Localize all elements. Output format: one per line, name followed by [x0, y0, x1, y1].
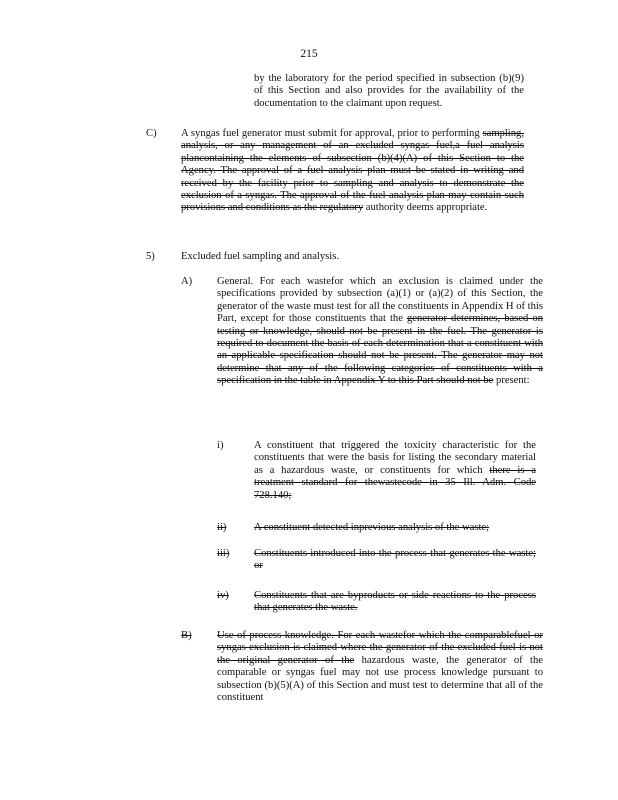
item-a-lead-text: General. For each wastefor which an exclusion is claimed under the specifications provided by subsection (a)(1) or (a)(2) of this Section, the generator of the waste must test for all the constituents in Appendix H of this Part, except for those constituents that the — [217, 276, 543, 325]
item-a-struck-text: generator determines, based on testing or knowledge, should not be present in the fuel. The generator is required to document the basis of each determination that a constituent with an applicable specification should not be present. The generator may not determine that any of the following categories of constituents with a specification in the table in Appendix Y to this Part should not be — [217, 313, 544, 387]
subitem-iii-paragraph — [254, 548, 536, 573]
item-5-heading: Excluded fuel sampling and analysis. — [181, 251, 339, 262]
item-b-label: B) — [181, 630, 192, 641]
subitem-iii-struck-text: Constituents introduced into the process that generates the waste; or — [254, 548, 536, 572]
subitem-ii-struck-text: A constituent detected inprevious analysis of the waste; — [254, 522, 490, 533]
item-a-paragraph — [217, 276, 543, 388]
item-b-tail-text: hazardous waste, the generator of the comparable or syngas fuel may not use process knowledge pursuant to subsection (b)(5)(A) of this Section and must test to determine that all of the constituent — [217, 654, 543, 704]
subitem-i-struck-text: there is a treatment standard for thewastecode in 35 Ill. Adm. Code 728.140; — [254, 464, 536, 501]
subitem-iv-struck-text: Constituents that are byproducts or side reactions to the process that generates the waste. — [254, 590, 536, 614]
subitem-i-lead-text: A constituent that triggered the toxicity characteristic for the constituents that were the basis for listing the secondary material as a hazardous waste, or constituents for which — [254, 440, 536, 476]
item-c-paragraph — [181, 128, 524, 215]
item-b-struck-text: Use of process knowledge. For each wastefor which the comparablefuel or syngas exclusion is claimed where the generator of the excluded fuel is not the original generator of the — [217, 630, 543, 666]
subitem-iii-label: iii) — [217, 548, 230, 559]
item-c-lead-text: A syngas fuel generator must submit for approval, prior to performing — [181, 128, 480, 139]
subitem-i-label: i) — [217, 440, 224, 451]
item-5-label: 5) — [146, 251, 155, 262]
item-c-tail-text: authority deems appropriate. — [365, 202, 488, 214]
subitem-iv-label: iv) — [217, 590, 229, 601]
subitem-ii-paragraph — [254, 522, 536, 534]
subitem-iv-paragraph — [254, 590, 536, 615]
subitem-i-paragraph — [254, 440, 536, 502]
subitem-ii-label: ii) — [217, 522, 227, 533]
item-c-struck-text: sampling, analysis, or any management of an excluded syngas fuel,a fuel analysis plancontaining the elements of subsection (b)(4)(A) of this Section to the Agency. The approval of a fuel analysis plan must be stated in writing and received by the facility prior to sampling and analysis to demonstrate the exclusion of a syngas. The approval of the fuel analysis plan may contain such provisions and conditions as the regulatory — [181, 128, 524, 214]
intro-paragraph: by the laboratory for the period specified in subsection (b)(9) of this Section and also provides for the availability of the documentation to the claimant upon request. — [254, 73, 524, 109]
item-b-paragraph — [217, 630, 543, 704]
item-c-label: C) — [146, 128, 157, 139]
item-a-tail-text: present: — [496, 375, 530, 387]
item-a-label: A) — [181, 276, 193, 287]
page-number: 215 — [300, 48, 318, 60]
